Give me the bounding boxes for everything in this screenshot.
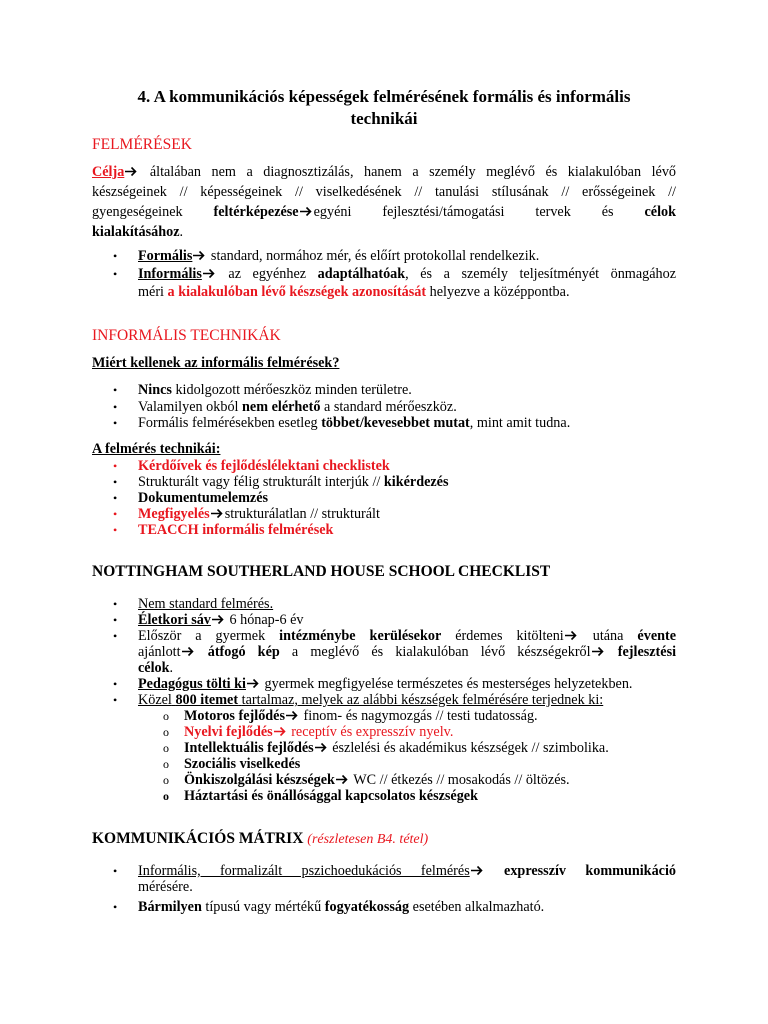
bullet-icon: • <box>113 267 118 281</box>
arrow-right-icon <box>471 865 484 876</box>
title-line-2: technikái <box>350 109 418 128</box>
arrow-right-icon <box>211 508 224 519</box>
technique-4a: Megfigyelés <box>138 506 210 522</box>
bullet-icon: • <box>113 597 118 611</box>
skill-3b: észlelési és akadémikus készségek // szimbolika. <box>332 740 609 756</box>
arrow-right-icon <box>565 630 578 641</box>
celja-label: Célja <box>92 164 125 180</box>
informalis-text-d: méri <box>138 284 164 300</box>
matrix-heading-note: (részletesen B4. tétel) <box>307 832 429 847</box>
matrix-2c: fogyatékosság <box>324 899 410 915</box>
matrix-2d: esetében alkalmazható. <box>412 899 545 915</box>
list-item <box>113 266 676 302</box>
bullet-icon: • <box>113 400 118 414</box>
arrow-right-icon <box>336 774 349 785</box>
reason-1b: kidolgozott mérőeszköz minden területre. <box>175 382 412 398</box>
matrix-2a: Bármilyen <box>138 899 202 915</box>
bullet-icon: • <box>113 864 118 878</box>
circle-bullet-icon: o <box>163 757 169 771</box>
informalis-label: Informális <box>138 266 202 282</box>
list-item <box>113 692 604 708</box>
informalis-text-c: , és a személy teljesítményét önmagához <box>405 266 676 282</box>
skill-3a: Intellektuális fejlődés <box>184 740 314 756</box>
list-item <box>113 676 633 692</box>
checklist-3j: célok <box>138 660 170 676</box>
celja-text-2: készségeinek // képességeinek // viselkedésének // tanulási stílusának // erősségeinek // <box>92 184 676 200</box>
why-question: Miért kellenek az informális felmérések? <box>92 355 340 371</box>
celja-text-4-end: . <box>179 224 184 240</box>
checklist-5b: 800 itemet <box>175 692 239 708</box>
skill-4: Szociális viselkedés <box>184 756 301 772</box>
arrow-right-icon <box>182 646 195 657</box>
checklist-5a: Közel <box>138 692 172 708</box>
list-item <box>113 899 545 915</box>
sub-list-item <box>163 788 478 804</box>
title-line-1: 4. A kommunikációs képességek felmérésének formális és informális <box>137 87 631 106</box>
list-item <box>113 863 676 895</box>
techniques-heading: A felmérés technikái: <box>92 441 221 457</box>
checklist-3a: Először a gyermek <box>138 628 266 644</box>
checklist-4a: Pedagógus tölti ki <box>138 676 246 692</box>
arrow-right-icon <box>203 268 216 279</box>
list-item <box>113 382 412 398</box>
skill-1a: Motoros fejlődés <box>184 708 285 724</box>
checklist-3d: utána <box>592 628 624 644</box>
checklist-3i: fejlesztési <box>617 644 677 660</box>
heading-nottingham: NOTTINGHAM SOUTHERLAND HOUSE SCHOOL CHECKLIST <box>92 563 551 580</box>
bullet-icon: • <box>113 629 118 643</box>
matrix-heading-text: KOMMUNIKÁCIÓS MÁTRIX <box>92 830 304 847</box>
bullet-icon: • <box>113 693 118 707</box>
skill-2a: Nyelvi fejlődés <box>184 724 273 740</box>
bullet-icon: • <box>113 249 118 263</box>
bullet-icon: • <box>113 523 118 537</box>
technique-2b: kikérdezés <box>383 474 449 490</box>
arrow-right-icon <box>247 678 260 689</box>
list-item <box>113 399 457 415</box>
skill-5a: Önkiszolgálási készségek <box>184 772 335 788</box>
skill-2b: receptív és expresszív nyelv. <box>291 724 454 740</box>
reason-1a: Nincs <box>138 382 172 398</box>
bullet-icon: • <box>113 677 118 691</box>
arrow-right-icon <box>300 206 313 217</box>
informalis-text-e: a kialakulóban lévő készségek azonosítását <box>167 284 427 300</box>
checklist-3b: intézménybe kerülésekor <box>279 628 442 644</box>
celja-text-4: kialakításához <box>92 224 180 240</box>
bullet-icon: • <box>113 416 118 430</box>
informalis-text-f: helyezve a középpontba. <box>429 284 570 300</box>
bullet-icon: • <box>113 459 118 473</box>
list-item <box>113 415 571 431</box>
technique-2a: Strukturált vagy félig strukturált interjúk // <box>138 474 381 490</box>
sub-list-item <box>163 772 570 788</box>
heading-felmeresek: FELMÉRÉSEK <box>92 136 192 153</box>
list-item <box>113 474 449 490</box>
list-item <box>113 612 304 628</box>
reason-3b: többet/kevesebbet mutat <box>321 415 470 431</box>
circle-bullet-icon: o <box>163 773 169 787</box>
arrow-right-icon <box>193 250 206 261</box>
reason-3c: , mint amit tudna. <box>469 415 571 431</box>
list-item <box>113 522 334 538</box>
sub-list-item <box>163 708 538 724</box>
checklist-3c: érdemes kitölteni <box>455 628 564 644</box>
reason-2b: nem elérhető <box>242 399 321 415</box>
bullet-icon: • <box>113 475 118 489</box>
list-item <box>113 506 380 522</box>
arrow-right-icon <box>212 614 225 625</box>
matrix-1a: Informális, formalizált pszichoedukációs felmérés <box>138 863 470 879</box>
celja-text-1: általában nem a diagnosztizálás, hanem a személy meglévő és kialakulóban lévő <box>149 164 677 180</box>
technique-3: Dokumentumelemzés <box>138 490 269 506</box>
arrow-right-icon <box>592 646 605 657</box>
informalis-text-b: adaptálhatóak <box>317 266 406 282</box>
checklist-3e: évente <box>637 628 677 644</box>
celja-text-3d: célok <box>644 204 677 220</box>
skill-1b: finom- és nagymozgás // testi tudatosság. <box>303 708 538 724</box>
celja-text-3b: feltérképezése <box>213 204 299 220</box>
page-title <box>92 86 676 130</box>
arrow-right-icon <box>315 742 328 753</box>
list-item <box>113 490 269 506</box>
technique-5: TEACCH informális felmérések <box>138 522 334 538</box>
skill-6: Háztartási és önállósággal kapcsolatos készségek <box>184 788 478 804</box>
heading-informalis-technikak: INFORMÁLIS TECHNIKÁK <box>92 327 281 344</box>
technique-1: Kérdőívek és fejlődéslélektani checklistek <box>138 458 390 474</box>
checklist-4b: gyermek megfigyelése természetes és mesterséges helyzetekben. <box>264 676 633 692</box>
celja-text-3a: gyengeségeinek <box>92 204 183 220</box>
reason-2a: Valamilyen okból <box>138 399 239 415</box>
reason-2c: a standard mérőeszköz. <box>323 399 457 415</box>
matrix-2b: típusú vagy mértékű <box>205 899 322 915</box>
checklist-2b: 6 hónap-6 év <box>229 612 304 628</box>
circle-bullet-icon: o <box>163 709 169 723</box>
formalis-text: standard, normához mér, és előírt protokollal rendelkezik. <box>210 248 540 264</box>
informalis-text-a: az egyénhez <box>228 266 307 282</box>
checklist-3h: a meglévő és kialakulóban lévő készségekről <box>291 644 591 660</box>
sub-list-item <box>163 740 609 756</box>
sub-list-item <box>163 724 454 740</box>
list-item <box>113 596 274 612</box>
checklist-1: Nem standard felmérés. <box>138 596 274 612</box>
matrix-1c: mérésére. <box>138 879 193 895</box>
bullet-icon: • <box>113 613 118 627</box>
checklist-3k: . <box>169 660 174 676</box>
circle-bullet-icon: o <box>163 789 169 803</box>
checklist-3g: átfogó kép <box>207 644 280 660</box>
celja-text-3c: egyéni fejlesztési/támogatási tervek és <box>313 204 614 220</box>
skill-5b: WC // étkezés // mosakodás // öltözés. <box>353 772 570 788</box>
bullet-icon: • <box>113 491 118 505</box>
bullet-icon: • <box>113 507 118 521</box>
circle-bullet-icon: o <box>163 741 169 755</box>
checklist-3f: ajánlott <box>138 644 181 660</box>
list-item <box>113 248 540 264</box>
checklist-2a: Életkori sáv <box>138 612 211 628</box>
matrix-1b: expresszív kommunikáció <box>504 863 676 879</box>
checklist-5c: tartalmaz, melyek az alábbi készségek felmérésére terjednek ki: <box>241 692 604 708</box>
formalis-label: Formális <box>138 248 193 264</box>
technique-4b: strukturálatlan // strukturált <box>224 506 380 522</box>
celja-paragraph <box>92 162 676 242</box>
sub-list-item <box>163 756 301 772</box>
reason-3a: Formális felmérésekben esetleg <box>138 415 318 431</box>
arrow-right-icon <box>274 726 287 737</box>
list-item <box>113 458 390 474</box>
list-item <box>113 628 677 676</box>
circle-bullet-icon: o <box>163 725 169 739</box>
arrow-right-icon <box>125 166 138 177</box>
heading-kommunikacios-matrix <box>92 830 428 848</box>
bullet-icon: • <box>113 900 118 914</box>
bullet-icon: • <box>113 383 118 397</box>
arrow-right-icon <box>286 710 299 721</box>
